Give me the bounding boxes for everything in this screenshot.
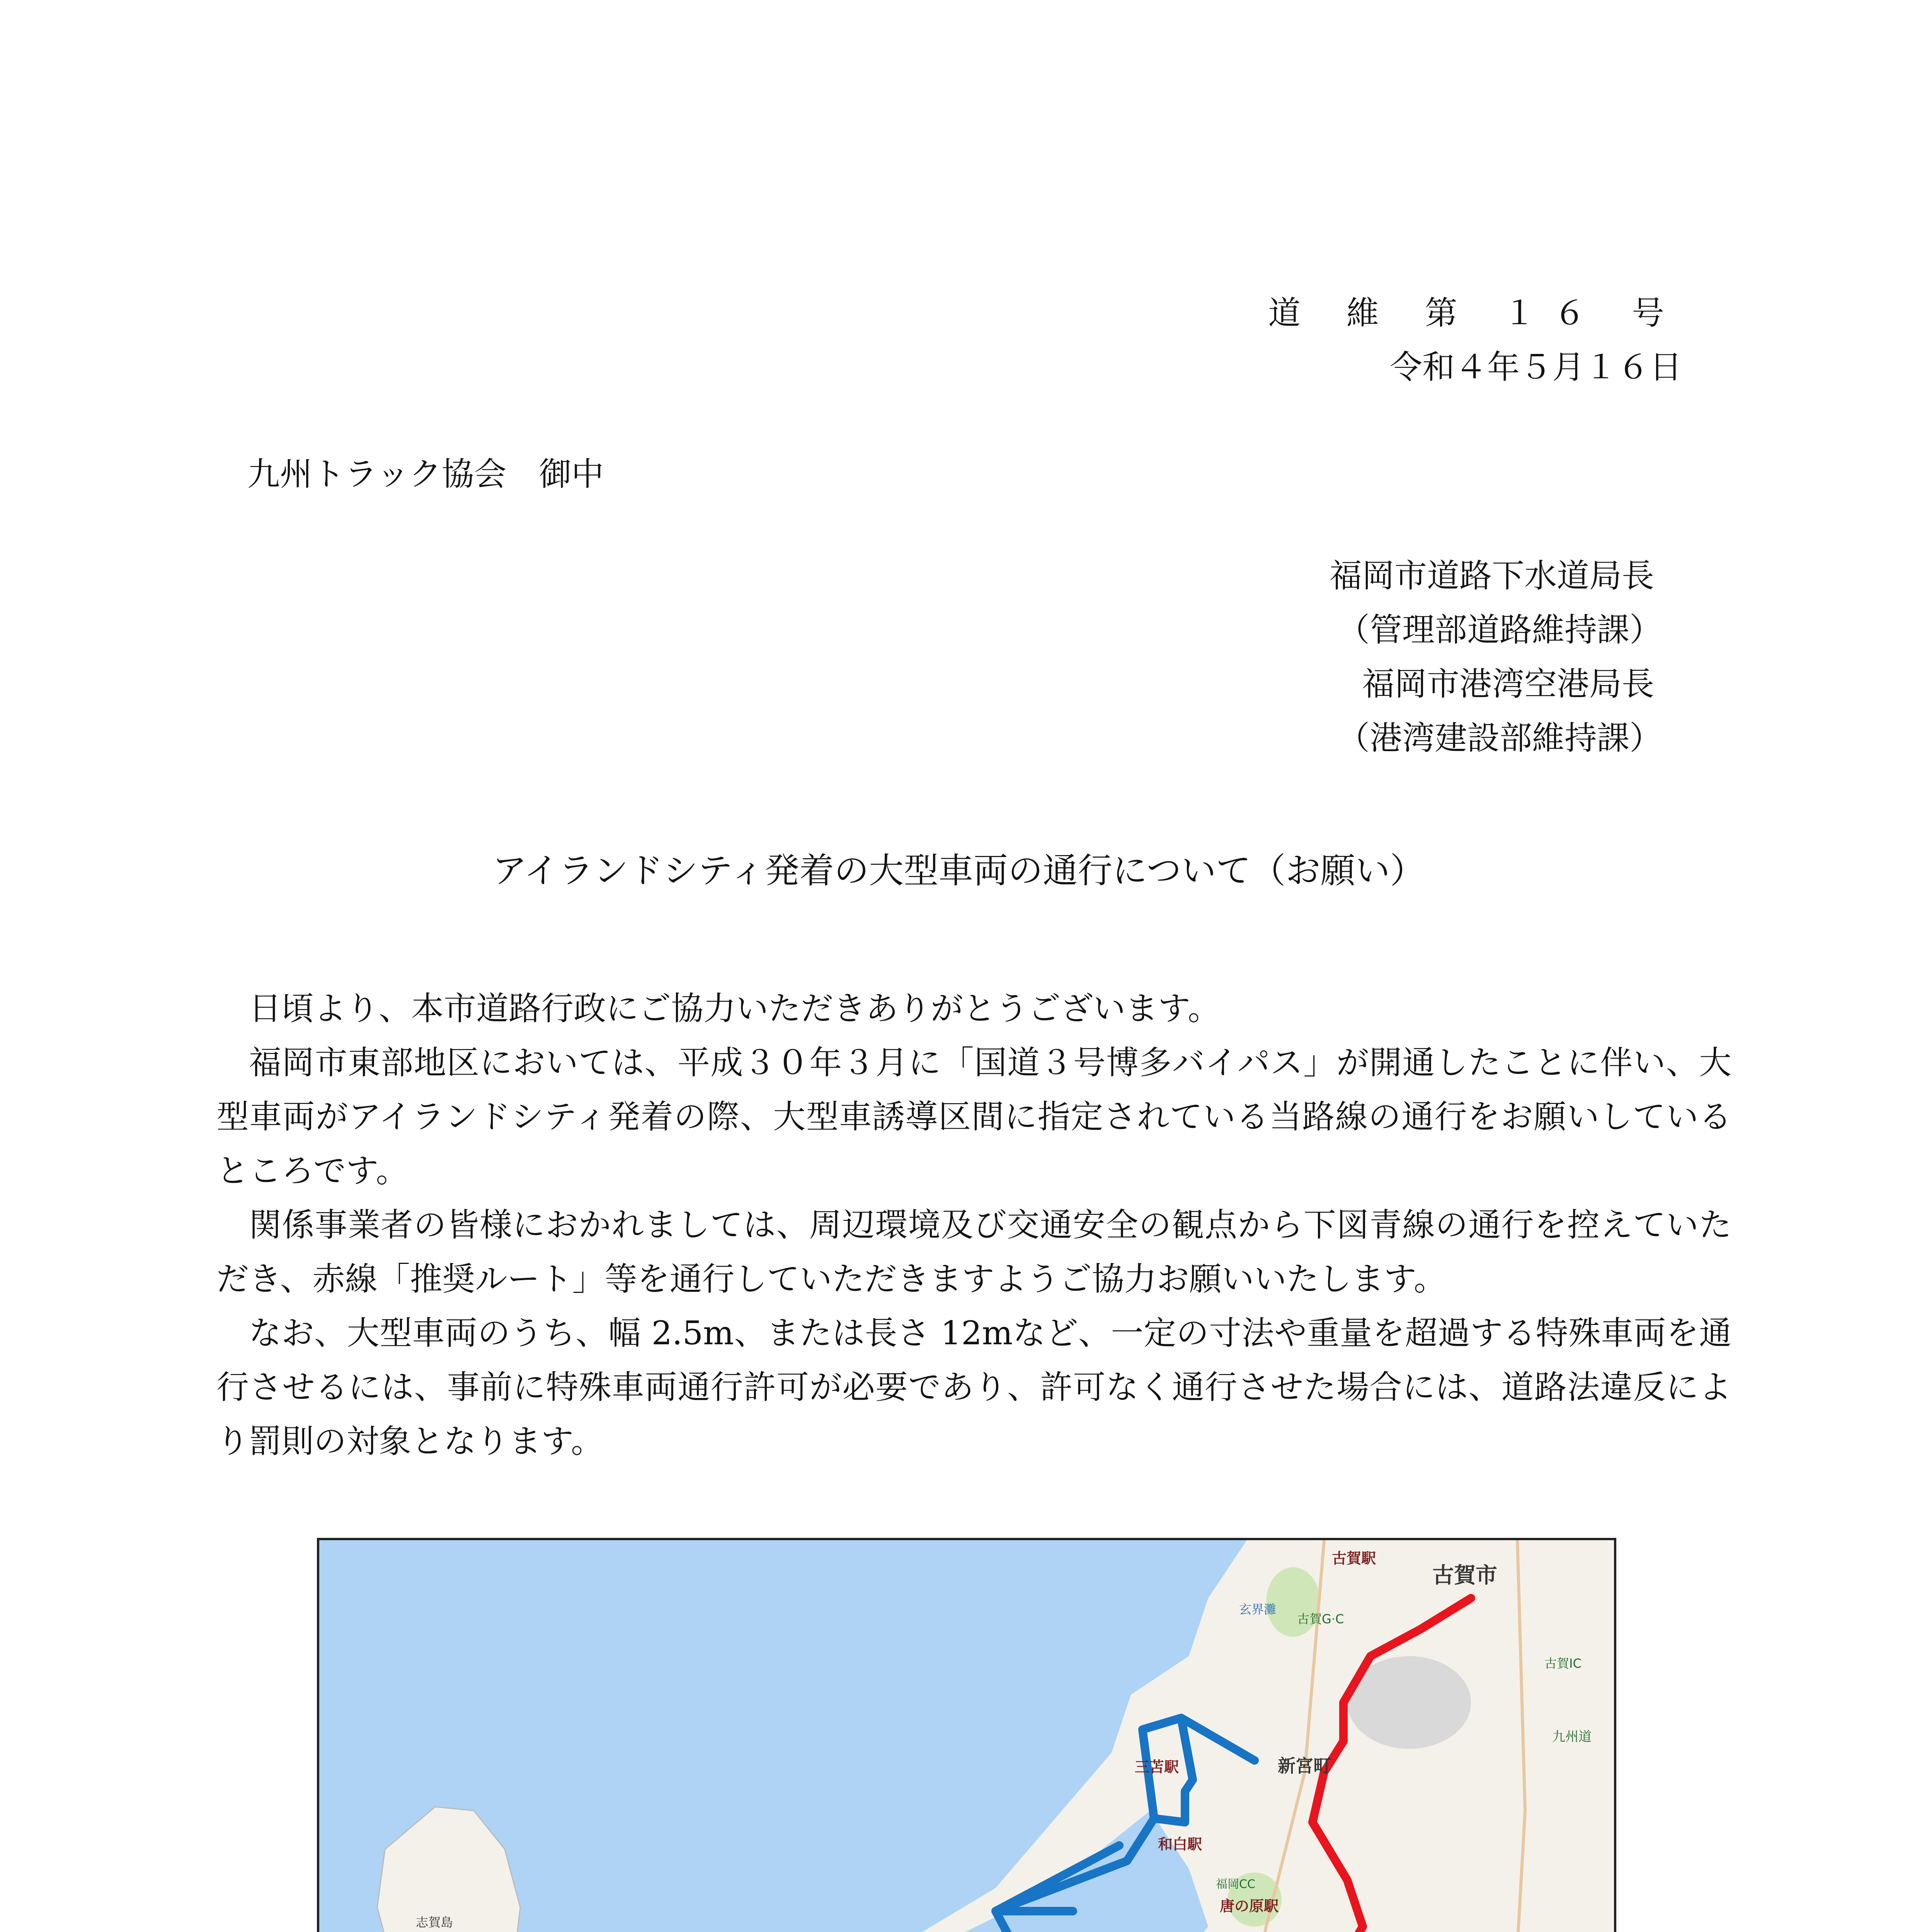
label-koga-gc: 古賀G·C [1297, 1612, 1344, 1626]
label-koga-ic: 古賀IC [1544, 1656, 1582, 1671]
document-title: アイランドシティ発着の大型車両の通行について（お願い） [492, 850, 1425, 891]
label-kyushu-road: 九州道 [1552, 1729, 1592, 1745]
route-map-drawing [319, 1540, 1614, 1932]
paragraph-3: 関係事業者の皆様におかれましては、周辺環境及び交通安全の観点から下図青線の通行を控えていただき、赤線「推奨ルート」等を通行していただきますようご協力お願いいたします。 [216, 1206, 1731, 1298]
label-shikanoshima: 志賀島 [416, 1915, 453, 1930]
paragraph-2: 福岡市東部地区においては、平成３０年３月に「国道３号博多バイパス」が開通したことに伴い、大型車両がアイランドシティ発着の際、大型車誘導区間に指定されている当路線の通行をお願いしているところです。 [216, 1044, 1731, 1190]
sender-block [1330, 549, 1662, 765]
sender-line-1: 福岡市道路下水道局長 [1330, 557, 1655, 595]
addressee: 九州トラック協会 御中 [247, 455, 604, 493]
sender-line-3: 福岡市港湾空港局長 [1362, 665, 1655, 703]
body-text [216, 981, 1731, 1468]
paragraph-4: なお、大型車両のうち、幅 2.5m、または長さ 12mなど、一定の寸法や重量を超過する特殊車両を通行させるには、事前に特殊車両通行許可が必要であり、許可なく通行させた場合には、道路法違反により罰則の対象となります。 [216, 1314, 1731, 1460]
document-date: 令和４年５月１６日 [1389, 348, 1682, 386]
label-shingu-town: 新宮町 [1278, 1755, 1331, 1776]
label-mitoma-station: 三苫駅 [1135, 1759, 1179, 1776]
label-koga-city: 古賀市 [1432, 1563, 1497, 1588]
paragraph-1: 日頃より、本市道路行政にご協力いただきありがとうございます。 [249, 990, 1221, 1027]
label-fukuoka-cc: 福岡CC [1216, 1878, 1255, 1891]
sender-line-2: （管理部道路維持課） [1337, 611, 1662, 649]
route-map [317, 1538, 1616, 1932]
label-tonoharu-station: 唐の原駅 [1220, 1898, 1279, 1915]
label-koga-station: 古賀駅 [1332, 1550, 1376, 1567]
document-number: 道 維 第 １６ 号 [1268, 294, 1682, 332]
label-wajiro-station: 和白駅 [1158, 1836, 1202, 1853]
sender-line-4: （港湾建設部維持課） [1337, 719, 1662, 757]
label-genkai-nada: 玄界灘 [1239, 1602, 1277, 1617]
document-header [1268, 286, 1682, 394]
